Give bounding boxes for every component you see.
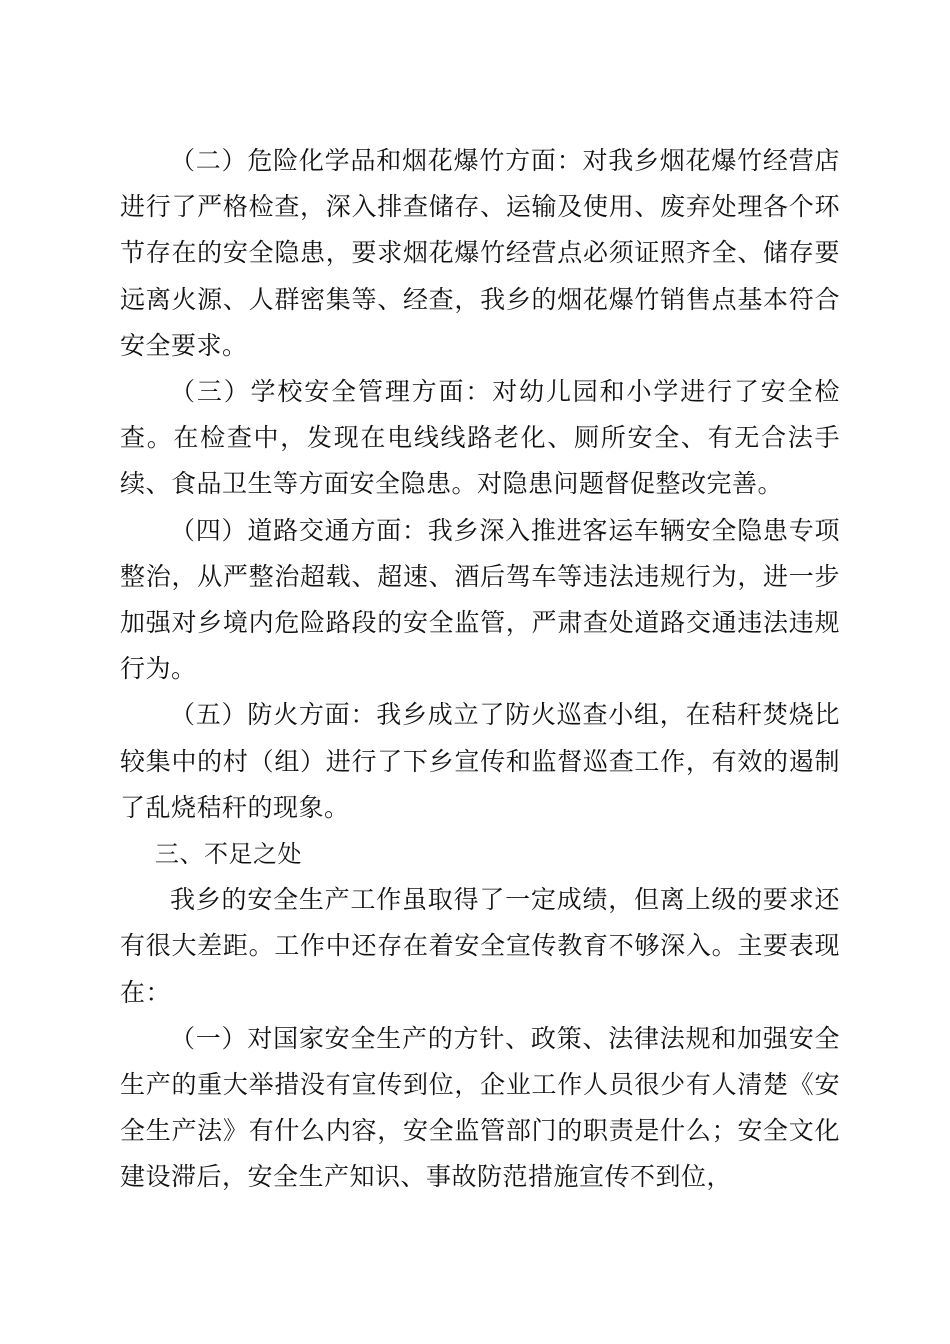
paragraph-school-safety: （三）学校安全管理方面：对幼儿园和小学进行了安全检查。在检查中，发现在电线线路老化、厕所安全、有无合法手续、食品卫生等方面安全隐患。对隐患问题督促整改完善。 (120, 377, 840, 499)
paragraph-fire-prevention: （五）防火方面：我乡成立了防火巡查小组，在秸秆焚烧比较集中的村（组）进行了下乡宣传和监督巡查工作，有效的遏制了乱烧秸秆的现象。 (120, 700, 840, 822)
paragraph-road-traffic: （四）道路交通方面：我乡深入推进客运车辆安全隐患专项整治，从严整治超载、超速、酒后驾车等违法违规行为，进一步加强对乡境内危险路段的安全监管，严肃查处道路交通违法违规行为。 (120, 515, 840, 684)
paragraph-shortcomings-intro: 我乡的安全生产工作虽取得了一定成绩，但离上级的要求还有很大差距。工作中还存在着安全宣传教育不够深入。主要表现在： (120, 885, 840, 1007)
section-heading-shortcomings: 三、不足之处 (155, 840, 302, 869)
paragraph-shortcomings-publicity: （一）对国家安全生产的方针、政策、法律法规和加强安全生产的重大举措没有宣传到位，企业工作人员很少有人清楚《安全生产法》有什么内容，安全监管部门的职责是什么；安全文化建设滞后，安全生产知识、事故防范措施宣传不到位， (120, 1023, 840, 1192)
document-body (120, 138, 840, 1201)
paragraph-hazardous-chemicals-fireworks: （二）危险化学品和烟花爆竹方面：对我乡烟花爆竹经营店进行了严格检查，深入排查储存、运输及使用、废弃处理各个环节存在的安全隐患，要求烟花爆竹经营点必须证照齐全、储存要远离火源、人群密集等、经查，我乡的烟花爆竹销售点基本符合安全要求。 (120, 146, 840, 360)
